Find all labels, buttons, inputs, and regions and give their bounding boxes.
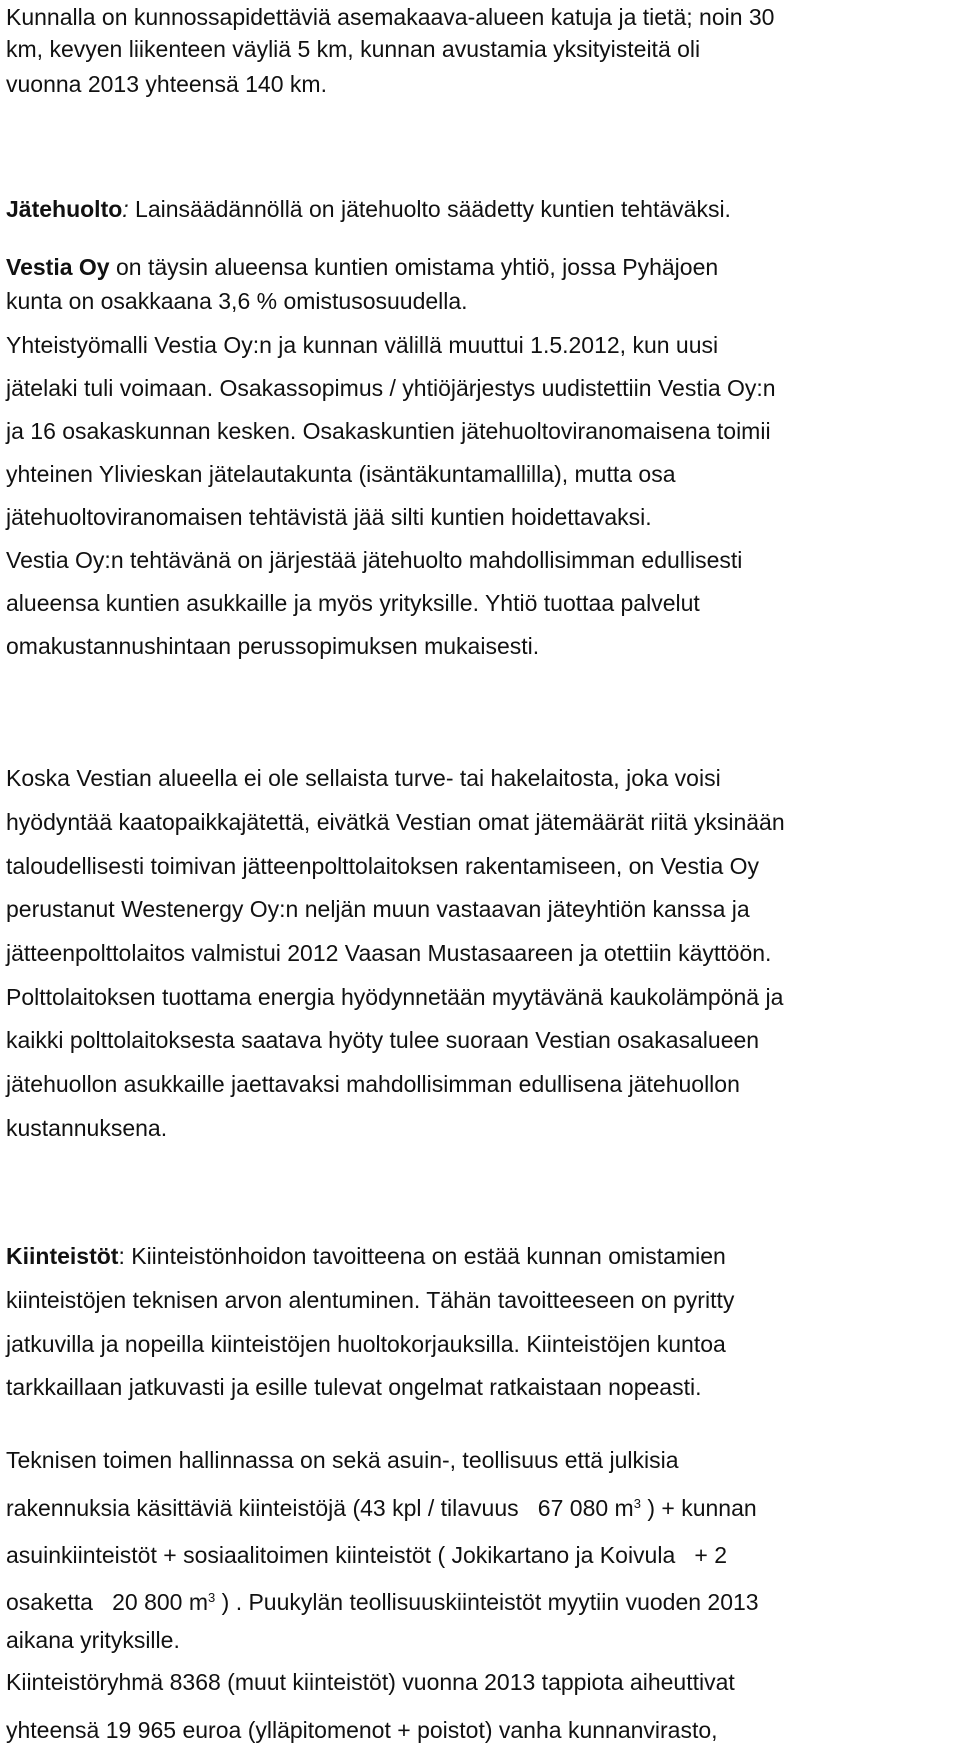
waste-heading: Jätehuolto	[6, 196, 123, 222]
technical-buildings-paragraph	[6, 1447, 956, 1743]
text-line: hyödyntää kaatopaikkajätettä, eivätkä Vestian omat jätemäärät riitä yksinään	[6, 809, 785, 835]
properties-section	[6, 1243, 956, 1400]
text-line: km, kevyen liikenteen väyliä 5 km, kunnan avustamia yksityisteitä oli	[6, 36, 701, 62]
text-line: rakennuksia käsittäviä kiinteistöjä (43 kpl / tilavuus 67 080 $m^3$ ) + kunnan	[6, 1495, 757, 1521]
properties-heading: Kiinteistöt	[6, 1243, 119, 1269]
text-line: Koska Vestian alueella ei ole sellaista turve- tai hakelaitosta, joka voisi	[6, 765, 721, 791]
text-line: Yhteistyömalli Vestia Oy:n ja kunnan välillä muuttui 1.5.2012, kun uusi	[6, 332, 719, 358]
text-line: jätelaki tuli voimaan. Osakassopimus / yhtiöjärjestys uudistettiin Vestia Oy:n	[6, 375, 776, 401]
superscript-three: 3	[208, 1590, 216, 1605]
text-line: kustannuksena.	[6, 1115, 168, 1141]
waste-intro: Lainsäädännöllä on jätehuolto säädetty kuntien tehtäväksi.	[128, 196, 731, 222]
text-line: jätteenpolttolaitos valmistui 2012 Vaasan Mustasaareen ja otettiin käyttöön.	[6, 940, 772, 966]
text-line: Vestia Oy:n tehtävänä on järjestää jätehuolto mahdollisimman edullisesti	[6, 547, 743, 573]
text-line: Teknisen toimen hallinnassa on sekä asuin-, teollisuus että julkisia	[6, 1447, 679, 1473]
text-line: jätehuoltoviranomaisen tehtävistä jää silti kuntien hoidettavaksi.	[6, 504, 652, 530]
text-line: Kiinteistöt: Kiinteistönhoidon tavoitteena on estää kunnan omistamien	[6, 1243, 726, 1269]
text-line: Kiinteistöryhmä 8368 (muut kiinteistöt) vuonna 2013 tappiota aiheuttivat	[6, 1669, 735, 1695]
waste-management-section	[6, 196, 956, 659]
text-line: kaikki polttolaitoksesta saatava hyöty tulee suoraan Vestian osakasalueen	[6, 1027, 760, 1053]
text-line: yhteensä 19 965 euroa (ylläpitomenot + poistot) vanha kunnanvirasto,	[6, 1717, 718, 1743]
text-line: vuonna 2013 yhteensä 140 km.	[6, 71, 327, 97]
text-line: alueensa kuntien asukkaille ja myös yrityksille. Yhtiö tuottaa palvelut	[6, 590, 700, 616]
superscript-three: 3	[633, 1496, 641, 1511]
waste-heading-colon: :	[122, 196, 129, 222]
text-line: perustanut Westenergy Oy:n neljän muun vastaavan jäteyhtiön kanssa ja	[6, 896, 750, 922]
vestia-bold: Vestia Oy	[6, 254, 110, 280]
text-line: Polttolaitoksen tuottama energia hyödynnetään myytävänä kaukolämpönä ja	[6, 984, 784, 1010]
text-line: tarkkaillaan jatkuvasti ja esille tulevat ongelmat ratkaistaan nopeasti.	[6, 1374, 702, 1400]
text-line: omakustannushintaan perussopimuksen mukaisesti.	[6, 633, 540, 659]
text-line: Kunnalla on kunnossapidettäviä asemakaava-alueen katuja ja tietä; noin 30	[6, 4, 775, 30]
text-line	[6, 196, 956, 254]
text-line: jätehuollon asukkaille jaettavaksi mahdollisimman edullisena jätehuollon	[6, 1071, 740, 1097]
text-line: asuinkiinteistöt + sosiaalitoimen kiinteistöt ( Jokikartano ja Koivula + 2	[6, 1542, 728, 1568]
text-line: jatkuvilla ja nopeilla kiinteistöjen huoltokorjauksilla. Kiinteistöjen kuntoa	[6, 1331, 726, 1357]
text-line: yhteinen Ylivieskan jätelautakunta (isäntäkuntamallilla), mutta osa	[6, 461, 676, 487]
text-line: aikana yrityksille.	[6, 1627, 180, 1653]
incineration-paragraph	[6, 765, 956, 1141]
text-line: Vestia Oy on täysin alueensa kuntien omistama yhtiö, jossa Pyhäjoen	[6, 254, 719, 280]
roads-paragraph	[6, 4, 956, 97]
text-line: kiinteistöjen teknisen arvon alentuminen. Tähän tavoitteeseen on pyritty	[6, 1287, 735, 1313]
text-line: taloudellisesti toimivan jätteenpolttolaitoksen rakentamiseen, on Vestia Oy	[6, 853, 760, 879]
text-line: kunta on osakkaana 3,6 % omistusosuudella.	[6, 288, 468, 314]
text-line: osaketta 20 800 $m^3$ ) . Puukylän teollisuuskiinteistöt myytiin vuoden 2013	[6, 1589, 759, 1615]
text-line: ja 16 osakaskunnan kesken. Osakaskuntien jätehuoltoviranomaisena toimii	[6, 418, 771, 444]
